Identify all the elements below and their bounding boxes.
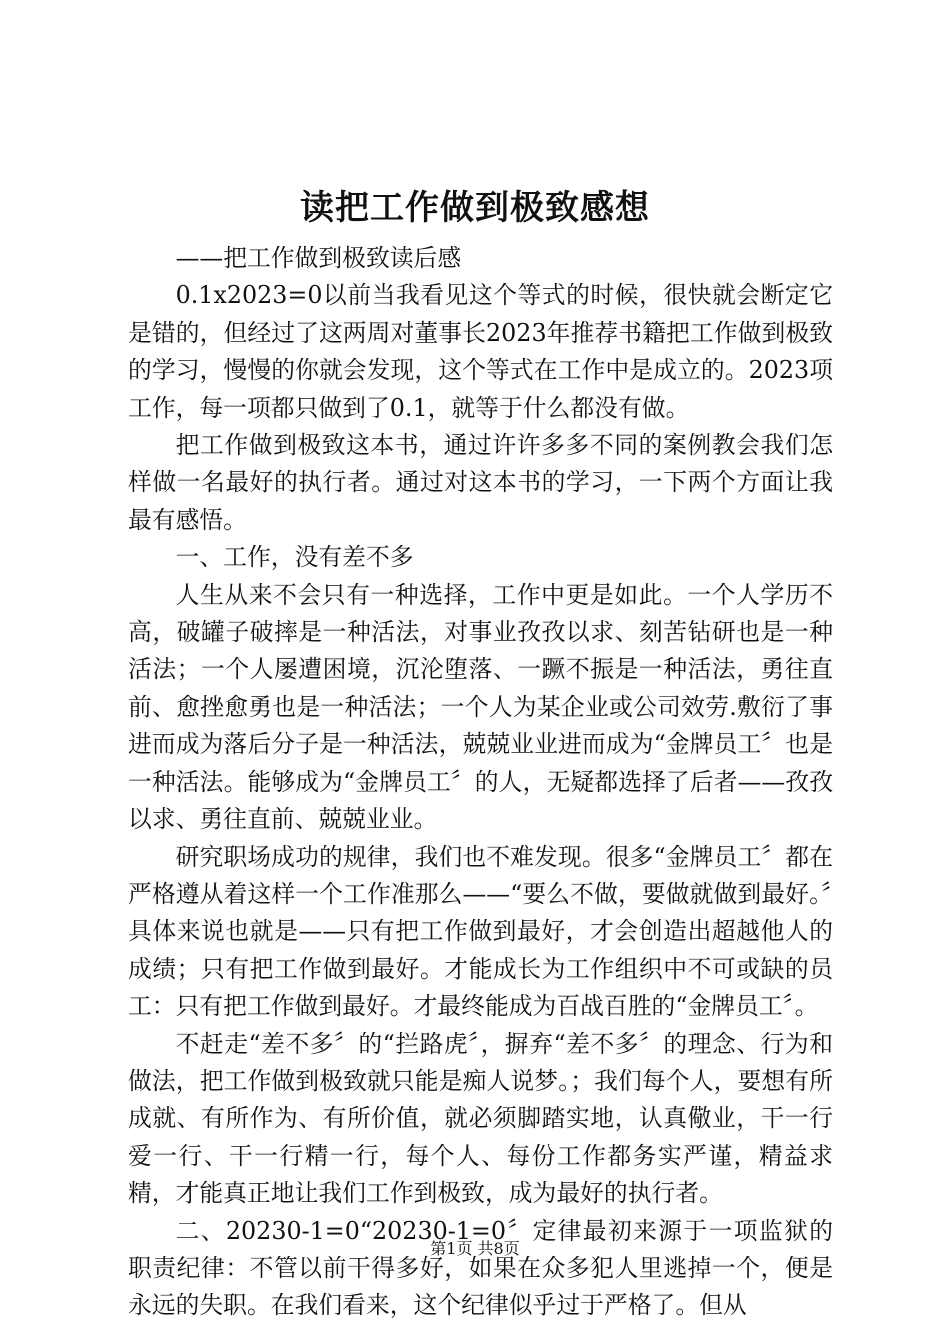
body-paragraph: 0.1x2023=0以前当我看见这个等式的时候，很快就会断定它是错的，但经过了这两周对董事长2023年推荐书籍把工作做到极致的学习，慢慢的你就会发现，这个等式在工作中是成立的。2023项工作，每一项都只做到了0.1，就等于什么都没有做。 — [128, 281, 833, 422]
body-paragraph: 人生从来不会只有一种选择，工作中更是如此。一个人学历不高，破罐子破摔是一种活法，对事业孜孜以求、刻苦钻研也是一种活法；一个人屡遭困境，沉沦堕落、一蹶不振是一种活法，勇往直前、愈挫愈勇也是一种活法；一个人为某企业或公司效劳.敷衍了事进而成为落后分子是一种活法，兢兢业业进而成为“金牌员工〞也是一种活法。能够成为“金牌员工〞的人，无疑都选择了后者——孜孜以求、勇往直前、兢兢业业。 — [128, 580, 833, 834]
body-paragraph: 研究职场成功的规律，我们也不难发现。很多“金牌员工〞都在严格遵从着这样一个工作准那么——“要么不做，要做就做到最好。〞具体来说也就是——只有把工作做到最好，才会创造出超越他人的成绩；只有把工作做到最好。才能成长为工作组织中不可或缺的员工：只有把工作做到最好。才最终能成为百战百胜的“金牌员工〞。 — [128, 842, 833, 1021]
body-paragraph: 不赶走“差不多〞的“拦路虎〞，摒弃“差不多〞的理念、行为和做法，把工作做到极致就只能是痴人说梦。；我们每个人，要想有所成就、有所作为、有所价值，就必须脚踏实地，认真儆业，干一行爱一行、干一行精一行，每个人、每份工作都务实严谨，精益求精，才能真正地让我们工作到极致，成为最好的执行者。 — [128, 1029, 833, 1208]
document-body — [128, 240, 833, 1325]
page-number-footer: 第1页 共8页 — [430, 1239, 520, 1258]
document-title: 读把工作做到极致感想 — [300, 188, 650, 228]
subtitle-paragraph: ——把工作做到极致读后感 — [175, 244, 462, 272]
body-paragraph: 二、20230-1=0“20230-1=0〞定律最初来源于一项监狱的职责纪律：不管以前干得多好，如果在众多犯人里逃掉一个，便是永远的失职。在我们看来，这个纪律似乎过于严格了。但从 — [128, 1216, 833, 1320]
section-heading: 一、工作，没有差不多 — [175, 543, 414, 572]
body-paragraph: 把工作做到极致这本书，通过许许多多不同的案例教会我们怎样做一名最好的执行者。通过对这本书的学习，一下两个方面让我最有感悟。 — [128, 431, 833, 534]
